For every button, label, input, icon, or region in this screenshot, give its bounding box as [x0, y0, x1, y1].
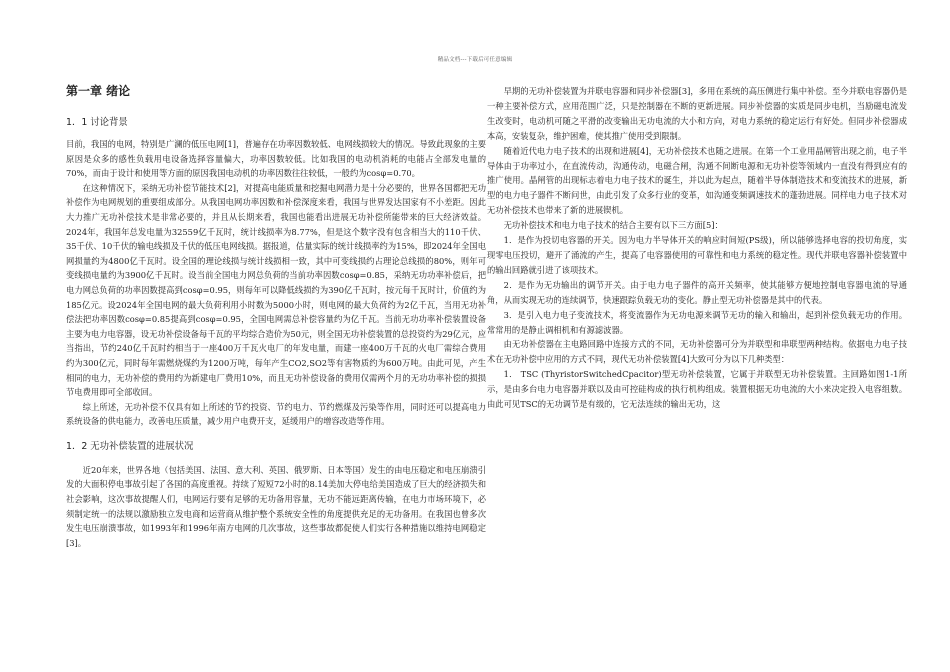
- paragraph-5: 早期的无功补偿装置为并联电容器和同步补偿器[3]，多用在系统的高压侧进行集中补偿。至今并联电容器仍是一种主要补偿方式，应用范围广泛，只是控制器在不断的更新进展。同步补偿器的实质是同步电机，当励磁电流发生改变时，电动机可随之平滑的改变输出无功电流的大小和方向，对电力系统的稳定运行有好处。但同步补偿器成本高，安装复杂，维护困难，使其推广使用受到限制。: [487, 86, 907, 141]
- chapter-title: 第一章 绪论: [66, 84, 131, 98]
- paragraph-2: 在这种情况下，采纳无功补偿节能技术[2]，对提高电能质量和挖掘电网潜力是十分必要的，世界各国都把无功补偿作为电网规划的重要组成部分。从我国电网功率因数和补偿深度来看，我国与世界发达国家有不小差距。因此大力推广无功补偿技术是非常必要的，并且从长期来看，我国也能看出进展无功补偿所能带来的巨大经济效益。2024年，我国年总发电量为32559亿千瓦时，统计线损率为8.77%，但是这个数字没有包含相当大的110千伏、35千伏、10千伏的输电线损及千伏的低压电网线损。据报道，估量实际的统计线损率约为15%，即2024年全国电网损量约为4800亿千瓦时。设全国的理论线损与统计线损相一致，其中可变线损约占理论总线损的80%，则年可变线损电量约为3900亿千瓦时。设当前全国电力网总负荷的当前功率因数cosφ=0.85，采纳无功功率补偿后，把电力网总负荷的功率因数提高到cosφ=0.95，则每年可以降低线损约为390亿千瓦时，按元每千瓦时计，价值约为185亿元。设2024年全国电网的最大负荷利用小时数为5000小时，则电网的最大负荷约为2亿千瓦，当用无功补偿法把功率因数cosφ=0.85提高到cosφ=0.95，全国电网需总补偿容量约为亿千瓦。当前无功功率补偿装置设备主要为电力电容器，设无功补偿设备每千瓦的平均综合造价为50元，则全国无功补偿装置的总投资约为29亿元，应当指出，节约240亿千瓦时约相当于一座400万千瓦火电厂的年发电量，而建一座400万千瓦的火电厂需综合费用约为300亿元，同时每年需燃烧煤约为1200万吨，每年产生CO2,SO2等有害物质约为600万吨。由此可见，产生相同的电力，无功补偿的费用约为新建电厂费用10%，而且无功补偿设备的费用仅需两个月的无功功率补偿的损损节电费用即可全部收回。: [66, 182, 486, 398]
- paragraph-7: 无功补偿技术和电力电子技术的结合主要有以下三方面[5]：: [503, 220, 723, 231]
- section-title-1-1: 1．1 讨论背景: [66, 117, 128, 128]
- section-title-1-2: 1．2 无功补偿装置的进展状况: [66, 440, 194, 452]
- left-column: [66, 78, 486, 550]
- paragraph-12: 1． TSC (ThyristorSwitchedCpacitor)型无功补偿装置，它属于并联型无功补偿装置。主回路如图1-1所示，是由多台电力电容器并联以及由可控硅构成的执行机构组成。装置根据无功电流的大小来决定投入电容组数。由此可见TSC的无功调节是有级的，它无法连续的输出无功，这: [487, 369, 907, 410]
- paragraph-11: 由无功补偿器在主电路回路中连接方式的不同，无功补偿器可分为并联型和串联型两种结构。依据电力电子技术在无功补偿中应用的方式不同，现代无功补偿装置[4]大致可分为以下几种类型：: [487, 339, 907, 365]
- page-header-note: 精品文档---下载后可任意编辑: [437, 57, 513, 63]
- right-column: [487, 84, 907, 412]
- paragraph-1: 目前，我国的电网，特别是广澜的低压电网[1]，普遍存在功率因数较低、电网线损较大的情况。导致此现象的主要原因是众多的感性负载用电设备选择容量偏大，功率因数较低。比如我国的电动机消耗的电能占全部发电量的70%，而由于设计和使用等方面的原因我国电动机的功率因数往往较低，一般约为cosφ=0.70。: [66, 139, 486, 179]
- paragraph-4: 近20年来，世界各地（包括美国、法国、意大利、英国、俄罗斯、日本等国）发生的由电压稳定和电压崩溃引发的大面积停电事故引起了各国的高度重视。持续了短短72小时的8.14美加大停电给美国造成了巨大的经济损失和社会影响，这次事故提醒人们，电网运行要有足够的无功备用容量，无功不能远距离传输，在电力市场环境下，必须制定统一的法规以激励独立发电商和运营商从维护整个系统安全性的角度提供充足的无功备用。在我国也曾多次发生电压崩溃事故，如1993年和1996年南方电网的几次事故，这些事故都促使人们实行各种措施以维持电网稳定[3]。: [66, 464, 486, 548]
- paragraph-10: 3．是引入电力电子变流技术，将变流器作为无功电源来调节无功的输入和输出，起到补偿负载无功的作用。常常用的是静止调相机和有源滤波器。: [487, 309, 907, 335]
- paragraph-3: 综上所述，无功补偿不仅具有如上所述的节约投资、节约电力、节约燃煤及污染等作用，同时还可以提高电力系统设备的供电能力，改善电压质量，减少用户电费开支，延缓用户的增容改造等作用。: [66, 401, 486, 427]
- paragraph-9: 2．是作为无功输出的调节开关。由于电力电子器件的高开关频率，使其能够方便地控制电容器电流的导通角，从而实现无功的连续调节，快速跟踪负载无功的变化。静止型无功补偿器是其中的代表。: [487, 279, 907, 305]
- paragraph-8: 1．是作为投切电容器的开关。因为电力半导体开关的响应时间短(PS级)，所以能够选择电容的投切角度，实现零电压投切，避开了涌流的产生，提高了电容器使用的可靠性和电力系统的稳定性。现代并联电容器补偿装置中的输出回路就引进了该项技术。: [487, 235, 907, 275]
- paragraph-6: 随着近代电力电子技术的出现和进展[4]，无功补偿技术也随之进展。在第一个工业用晶闸管出现之前，电子半导体由于功率过小，在直流传动，沟通传动，电磁合闸，沟通不间断电源和无功补偿等领域内一直没有得到应有的推广使用。晶闸管的出现标志着电力电子技术的诞生，并以此为起点，随着半导体制造技术和变流技术的进展，新型的电力电子器件不断问世，由此引发了众多行业的变革，如沟通变频调速技术的蓬勃进展。同样电力电子技术对无功补偿技术也带来了新的进展锲机。: [487, 145, 907, 216]
